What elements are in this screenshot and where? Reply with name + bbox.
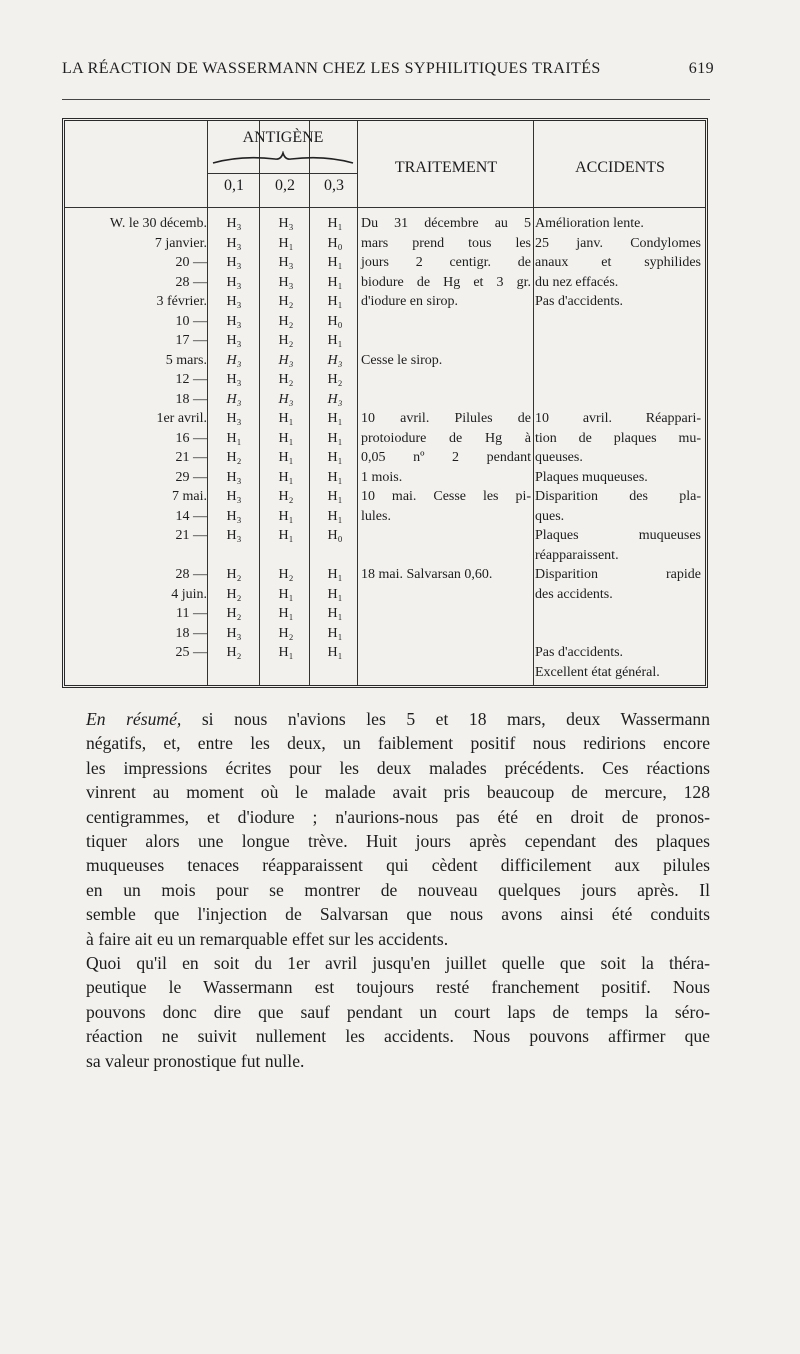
antigen-0-1-result: H₃ — [226, 333, 242, 348]
row-date: 7 janvier. — [154, 235, 207, 251]
text-line: muqueuses tenaces réapparaissent qui cèdent difficilement aux pilules — [86, 855, 710, 876]
antigen-0-1-result: H₂ — [226, 645, 242, 660]
antigen-0-1-result: H₂ — [226, 606, 242, 621]
antigen-0-1-result: H₃ — [226, 469, 242, 485]
antigen-0-1-result: H₃ — [226, 313, 242, 329]
running-title: LA RÉACTION DE WASSERMANN CHEZ LES SYPHILITIQUES TRAITÉS — [62, 60, 601, 77]
accidents-cell: Plaques muqueuses — [535, 528, 701, 543]
antigen-0-3-result: H₁ — [327, 430, 343, 446]
row-date: W. le 30 décemb. — [109, 216, 207, 231]
row-date: 12 — — [175, 372, 207, 387]
antigen-0-1-result: H₃ — [226, 294, 242, 309]
treatment-cell: 0,05 nº 2 pendant — [361, 450, 531, 465]
dose-0-2: 0,2 — [275, 177, 295, 194]
row-date: 21 — — [175, 450, 207, 465]
row-date: 18 — — [175, 391, 207, 407]
text-line: pouvons donc dire que sauf pendant un court laps de temps la séro- — [86, 1001, 710, 1022]
antigen-0-2-result: H₁ — [278, 430, 294, 446]
accidents-cell: Disparition rapide — [535, 567, 701, 582]
antigen-0-3-result: H₁ — [327, 255, 343, 270]
row-date: 17 — — [175, 333, 207, 348]
paragraph-lead: En résumé, — [86, 709, 182, 729]
antigen-0-2-result: H₂ — [278, 333, 294, 348]
antigen-0-3-result: H₁ — [327, 450, 343, 465]
antigen-0-3-result: H₁ — [327, 489, 343, 504]
antigen-0-2-result: H₁ — [278, 645, 294, 660]
antigen-0-1-result: H₃ — [226, 411, 242, 426]
antigen-0-2-result: H₃ — [278, 255, 294, 270]
table-row — [65, 662, 705, 684]
header-bottom-rule — [65, 207, 705, 208]
paragraph — [62, 707, 710, 951]
antigen-0-1-result: H₂ — [226, 586, 242, 602]
accidents-cell: 10 avril. Réappari- — [535, 411, 701, 426]
antigen-0-3-result: H₁ — [327, 274, 343, 290]
antigen-0-3-result: H₁ — [327, 333, 343, 348]
antigen-0-1-result: H₂ — [226, 567, 242, 582]
antigen-0-2-result: H₂ — [278, 372, 294, 387]
antigen-0-2-result: H₁ — [278, 469, 294, 485]
accidents-cell: Disparition des pla- — [535, 489, 701, 504]
results-table — [62, 118, 708, 688]
antigen-0-2-result: H₂ — [278, 625, 294, 641]
antigen-0-3-result: H₁ — [327, 411, 343, 426]
antigen-0-3-result: H₁ — [327, 469, 343, 485]
row-date: 14 — — [175, 508, 207, 524]
antigen-0-1-result: H₃ — [226, 352, 242, 368]
text-line: centigrammes, et d'iodure ; n'aurions-nous pas été en droit de pronos- — [86, 806, 710, 827]
row-date: 10 — — [175, 313, 207, 329]
row-date: 20 — — [175, 255, 207, 270]
row-date: 29 — — [175, 469, 207, 485]
antigen-0-1-result: H₃ — [226, 216, 242, 231]
row-date: 5 mars. — [165, 352, 207, 368]
treatment-cell: Du 31 décembre au 5 — [361, 216, 531, 231]
treatment-cell: 10 avril. Pilules de — [361, 411, 531, 426]
dose-0-3: 0,3 — [324, 177, 344, 194]
row-date: 21 — — [175, 528, 207, 543]
antigen-0-1-result: H₃ — [226, 528, 242, 543]
antigen-0-2-result: H₃ — [278, 352, 294, 368]
antigen-0-2-result: H₂ — [278, 489, 294, 504]
antigen-0-2-result: H₁ — [278, 606, 294, 621]
antigen-0-3-result: H₁ — [327, 645, 343, 660]
antigen-brace — [211, 151, 355, 165]
antigen-0-2-result: H₁ — [278, 411, 294, 426]
antigen-0-2-result: H₁ — [278, 235, 294, 251]
accidents-cell: Pas d'accidents. — [535, 645, 624, 660]
text-line: sa valeur pronostique fut nulle. — [86, 1050, 305, 1071]
treatment-cell: protoiodure de Hg à — [361, 430, 531, 446]
text-line: les impressions écrites pour les deux malades précédents. Ces réactions — [86, 757, 710, 778]
treatment-cell: biodure de Hg et 3 gr. — [361, 274, 531, 290]
treatment-cell: lules. — [361, 508, 391, 524]
treatment-cell: 1 mois. — [361, 469, 403, 485]
antigen-0-2-result: H₁ — [278, 586, 294, 602]
text-line: peutique le Wassermann est toujours resté franchement positif. Nous — [86, 977, 710, 998]
antigen-0-1-result: H₃ — [226, 391, 242, 407]
antigen-0-3-result: H₀ — [327, 313, 343, 329]
text-line — [62, 707, 710, 731]
antigen-0-3-result: H₁ — [327, 508, 343, 524]
antigen-0-2-result: H₁ — [278, 508, 294, 524]
header-rule — [62, 99, 710, 100]
accidents-cell: Amélioration lente. — [535, 216, 644, 231]
treatment-cell: Cesse le sirop. — [361, 352, 443, 368]
antigen-0-3-result: H₃ — [327, 352, 343, 368]
antigen-0-1-result: H₃ — [226, 489, 242, 504]
text-line: négatifs, et, entre les deux, un faiblement positif nous redirions encore — [86, 733, 710, 754]
text-line: réaction ne suivit nullement les accidents. Nous pouvons affirmer que — [86, 1026, 710, 1047]
treatment-cell: jours 2 centigr. de — [361, 255, 531, 270]
antigen-0-3-result: H₁ — [327, 586, 343, 602]
treatment-header: TRAITEMENT — [394, 159, 498, 176]
antigen-0-3-result: H₁ — [327, 294, 343, 309]
accidents-cell: 25 janv. Condylomes — [535, 235, 701, 251]
row-date: 4 juin. — [171, 586, 207, 602]
antigen-0-1-result: H₁ — [226, 430, 242, 446]
row-date: 28 — — [175, 567, 207, 582]
antigen-0-3-result: H₀ — [327, 235, 343, 251]
text-line: en un mois pour se montrer de nouveau quelques jours après. Il — [86, 879, 710, 900]
antigen-0-3-result: H₂ — [327, 372, 343, 387]
antigen-0-1-result: H₃ — [226, 255, 242, 270]
row-date: 3 février. — [156, 294, 207, 309]
dose-rule — [207, 173, 357, 174]
text-line: à faire ait eu un remarquable effet sur les accidents. — [86, 928, 449, 949]
antigen-0-3-result: H₁ — [327, 606, 343, 621]
row-date: 28 — — [175, 274, 207, 290]
accidents-cell: anaux et syphilides — [535, 255, 701, 270]
antigen-0-3-result: H₁ — [327, 625, 343, 641]
accidents-cell: Pas d'accidents. — [535, 294, 624, 309]
antigen-0-1-result: H₃ — [226, 625, 242, 641]
treatment-cell: mars prend tous les — [361, 235, 531, 251]
antigen-0-3-result: H₁ — [327, 567, 343, 582]
body-text — [62, 707, 710, 1073]
antigen-0-1-result: H₃ — [226, 274, 242, 290]
accidents-cell: du nez effacés. — [535, 274, 619, 290]
antigen-0-1-result: H₂ — [226, 450, 242, 465]
running-header — [62, 60, 714, 78]
page-number: 619 — [688, 60, 714, 77]
accidents-header: ACCIDENTS — [575, 159, 665, 176]
accidents-cell: tion de plaques mu- — [535, 430, 701, 446]
row-date: 18 — — [175, 625, 207, 641]
text-line: tiquer alors une longue trève. Huit jours après cependant des plaques — [86, 831, 710, 852]
treatment-cell: 18 mai. Salvarsan 0,60. — [361, 567, 493, 582]
row-date: 11 — — [176, 606, 207, 621]
antigen-0-2-result: H₂ — [278, 567, 294, 582]
row-date: 1er avril. — [156, 411, 207, 426]
antigen-0-2-result: H₃ — [278, 216, 294, 231]
text-line: semble que l'injection de Salvarsan que nous avons ainsi été conduits — [86, 904, 710, 925]
antigen-0-2-result: H₃ — [278, 391, 294, 407]
accidents-cell: des accidents. — [535, 586, 613, 602]
row-date: 7 mai. — [172, 489, 207, 504]
text-line: vinrent au moment où le malade avait pris beaucoup de mercure, 128 — [86, 782, 710, 803]
treatment-cell: 10 mai. Cesse les pi- — [361, 489, 531, 504]
accidents-cell: réapparaissent. — [535, 547, 619, 563]
antigen-header: ANTIGÈNE — [242, 129, 324, 146]
row-date: 16 — — [175, 430, 207, 446]
accidents-cell: Excellent état général. — [535, 664, 660, 680]
antigen-0-3-result: H₁ — [327, 216, 343, 231]
treatment-cell: d'iodure en sirop. — [361, 294, 459, 309]
antigen-0-1-result: H₃ — [226, 508, 242, 524]
antigen-0-2-result: H₃ — [278, 274, 294, 290]
antigen-0-2-result: H₁ — [278, 450, 294, 465]
antigen-0-2-result: H₁ — [278, 528, 294, 543]
accidents-cell: ques. — [535, 508, 565, 524]
antigen-0-3-result: H₃ — [327, 391, 343, 407]
antigen-0-2-result: H₂ — [278, 294, 294, 309]
paragraph — [62, 951, 710, 1073]
antigen-0-1-result: H₃ — [226, 372, 242, 387]
accidents-cell: queuses. — [535, 450, 583, 465]
antigen-0-1-result: H₃ — [226, 235, 242, 251]
dose-0-1: 0,1 — [224, 177, 244, 194]
accidents-cell: Plaques muqueuses. — [535, 469, 648, 485]
row-date: 25 — — [175, 645, 207, 660]
text-line-content: si nous n'avions les 5 et 18 mars, deux Wassermann — [201, 709, 711, 729]
antigen-0-3-result: H₀ — [327, 528, 343, 543]
text-line: Quoi qu'il en soit du 1er avril jusqu'en juillet quelle que soit la théra- — [86, 953, 710, 974]
antigen-0-2-result: H₂ — [278, 313, 294, 329]
